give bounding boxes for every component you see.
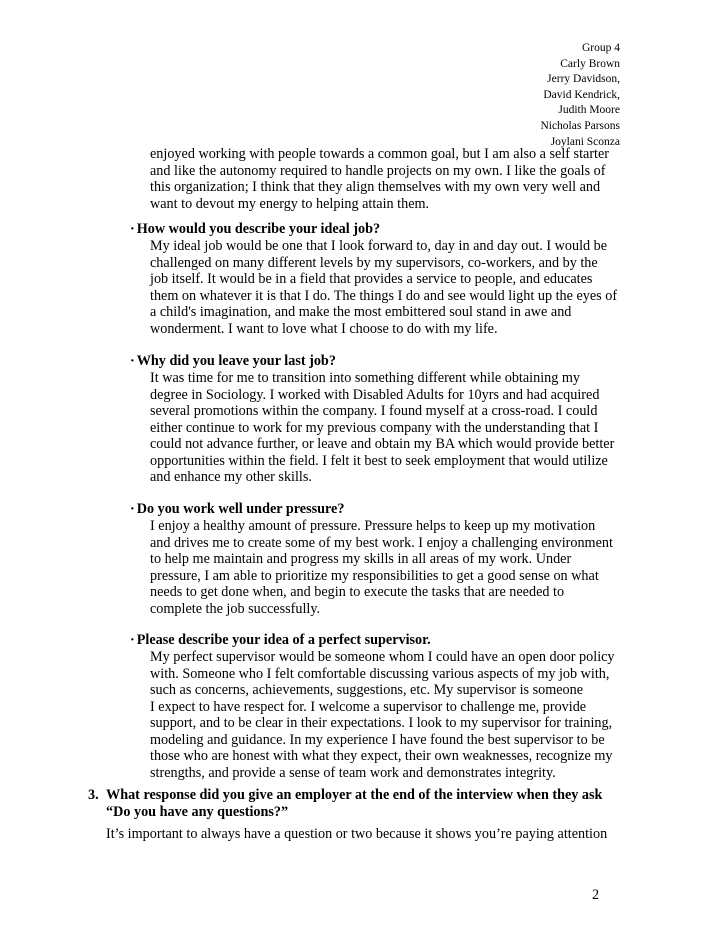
question-perfect-supervisor (130, 632, 431, 649)
text-line: them on whatever it is that I do. The things I do and see would light up the eyes of (150, 287, 618, 304)
text-line: opportunities within the field. I felt it best to seek employment that would utilize (150, 452, 608, 469)
question-3-text: What response did you give an employer at the end of the interview when they ask (106, 787, 603, 803)
text-line: wonderment. I want to love what I choose to do with my life. (150, 320, 498, 337)
question-text: Please describe your idea of a perfect supervisor. (136, 632, 431, 648)
text-line: a child's imagination, and make the most embittered soul stand in awe and (150, 304, 572, 320)
question-3-quote: “Do you have any questions?” (106, 804, 289, 820)
header-line: Nicholas Parsons (540, 119, 620, 132)
question-text: Why did you leave your last job? (136, 353, 336, 369)
question-leave-last-job (130, 353, 336, 370)
text-line: My perfect supervisor would be someone whom I could have an open door policy (150, 649, 615, 665)
header-line: Judith Moore (558, 104, 620, 117)
header-line: David Kendrick, (543, 88, 620, 101)
text-line: I enjoy a healthy amount of pressure. Pressure helps to keep up my motivation (150, 518, 596, 534)
text-line: complete the job successfully. (150, 600, 321, 617)
question-3-answer: It’s important to always have a question or two because it shows you’re paying attention (106, 826, 608, 842)
text-line: and enhance my other skills. (150, 469, 312, 485)
text-line: needs to get done when, and begin to execute the tasks that are needed to (150, 584, 565, 600)
answer-leave-last-job (150, 370, 630, 486)
intro-paragraph (150, 146, 630, 212)
text-line: It was time for me to transition into something different while obtaining my (150, 370, 581, 386)
question-text: Do you work well under pressure? (136, 501, 345, 517)
text-line: want to devout my energy to helping attain them. (150, 195, 430, 212)
question-ideal-job (130, 221, 380, 238)
header-line: Jerry Davidson, (547, 73, 620, 86)
text-line: those who are honest with what they expect, their own weaknesses, recognize my (150, 748, 613, 764)
text-line: this organization; I think that they align themselves with my own very well and (150, 179, 601, 195)
text-line: support, and to be clear in their expectations. I look to my supervisor for training, (150, 715, 613, 731)
text-line: My ideal job would be one that I look forward to, day in and day out. I would be (150, 238, 608, 254)
bullet-marker: · (130, 353, 135, 369)
text-line: either continue to work for my previous company with the understanding that I (150, 419, 599, 436)
text-line: I expect to have respect for. I welcome a supervisor to challenge me, provide (150, 698, 587, 715)
question-pressure (130, 501, 344, 518)
text-line: pressure, I am able to prioritize my responsibilities to get a good sense on what (150, 567, 599, 584)
text-line: to help me maintain and progress my skills in all areas of my work. Under (150, 551, 572, 567)
text-line: and drives me to create some of my best work. I enjoy a challenging environment (150, 534, 613, 551)
text-line: several promotions within the company. I found myself at a cross-road. I could (150, 403, 598, 419)
header-line: Group 4 (581, 42, 620, 54)
text-line: could not advance further, or leave and obtain my BA which would provide better (150, 436, 615, 452)
text-line: and like the autonomy required to handle projects on my own. I like the goals of (150, 162, 606, 179)
answer-ideal-job (150, 238, 630, 337)
group-member-header (540, 41, 620, 150)
header-line: Joylani Sconza (550, 135, 620, 148)
text-line: strengths, and provide a sense of team work and demonstrates integrity. (150, 764, 556, 781)
bullet-marker: · (130, 221, 135, 237)
question-3-number: 3. (88, 787, 99, 803)
question-text: How would you describe your ideal job? (136, 221, 381, 237)
page-number: 2 (592, 887, 600, 903)
header-line: Carly Brown (560, 57, 620, 70)
text-line: modeling and guidance. In my experience I have found the best supervisor to be (150, 731, 605, 748)
answer-pressure (150, 518, 630, 617)
text-line: job itself. It would be in a field that provides a service to people, and educates (150, 271, 593, 287)
bullet-marker: · (130, 501, 135, 517)
answer-perfect-supervisor (150, 649, 630, 781)
text-line: degree in Sociology. I worked with Disabled Adults for 10yrs and had acquired (150, 386, 600, 403)
text-line: enjoyed working with people towards a common goal, but I am also a self starter (150, 146, 610, 162)
bullet-marker: · (130, 632, 135, 648)
text-line: challenged on many different levels by my supervisors, co-workers, and by the (150, 254, 598, 271)
text-line: with. Someone who I felt comfortable discussing various aspects of my job with, (150, 665, 610, 682)
text-line: such as concerns, achievements, suggestions, etc. My supervisor is someone (150, 682, 584, 698)
